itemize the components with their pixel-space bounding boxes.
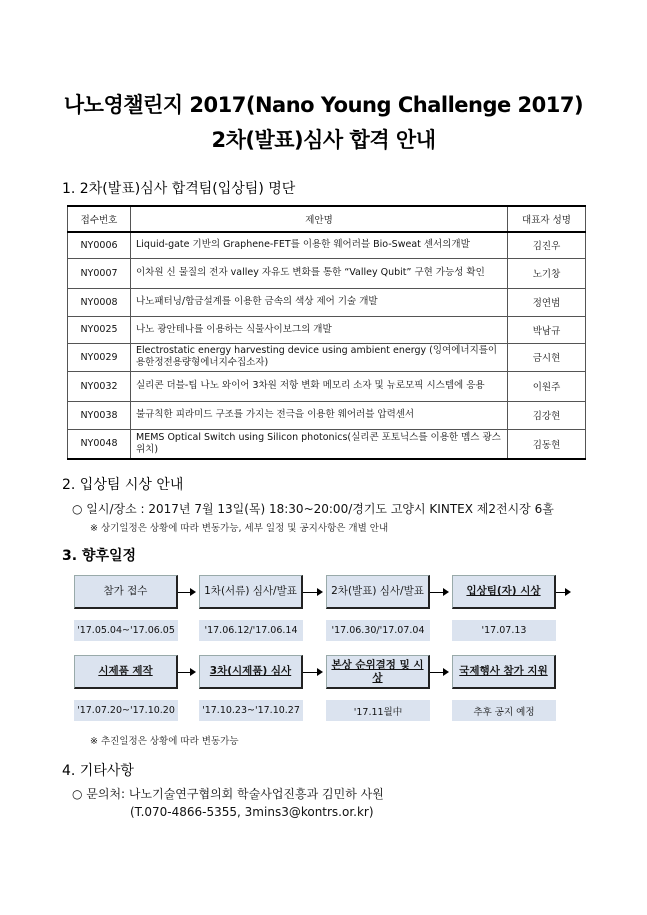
schedule-step-prototype: 시제품 제작 bbox=[74, 655, 178, 689]
schedule-date-registration: '17.05.04~'17.06.05 bbox=[74, 620, 178, 641]
table-header-row bbox=[68, 206, 586, 232]
table-row bbox=[68, 258, 586, 288]
entry-number: NY0032 bbox=[68, 371, 131, 401]
award-schedule-info: ○ 일시/장소 : 2017년 7월 13일(목) 18:30~20:00/경기도 고양시 KINTEX 제2전시장 6홀 bbox=[72, 502, 554, 516]
proposal-title: 실리콘 더블-팁 나노 와이어 3차원 저항 변화 메모리 소자 및 뉴로모픽 시스템에 응용 bbox=[131, 371, 508, 401]
table-row bbox=[68, 401, 586, 429]
header-entry-number: 접수번호 bbox=[68, 206, 131, 232]
schedule-step-award: 입상팀(자) 시상 bbox=[452, 575, 556, 609]
representative-name: 금시현 bbox=[508, 343, 586, 371]
page-subtitle: 2차(발표)심사 합격 안내 bbox=[211, 128, 436, 152]
section-heading-award: 2. 입상팀 시상 안내 bbox=[62, 477, 184, 493]
flow-arrow-icon bbox=[443, 588, 449, 596]
table-row bbox=[68, 371, 586, 401]
schedule-step-second-review: 2차(발표) 심사/발표 bbox=[326, 575, 430, 609]
winners-table bbox=[67, 205, 586, 460]
contact-info: ○ 문의처: 나노기술연구협의회 학술사업진흥과 김민하 사원 bbox=[72, 787, 384, 801]
representative-name: 노기창 bbox=[508, 258, 586, 288]
representative-name: 김진우 bbox=[508, 232, 586, 258]
table-row bbox=[68, 343, 586, 371]
entry-number: NY0006 bbox=[68, 232, 131, 258]
proposal-title: 나노 광안테나를 이용하는 식물사이보그의 개발 bbox=[131, 316, 508, 343]
schedule-date-third-review: '17.10.23~'17.10.27 bbox=[199, 700, 303, 721]
section-heading-winners: 1. 2차(발표)심사 합격팀(입상팀) 명단 bbox=[62, 181, 296, 197]
award-note: ※ 상기일정은 상황에 따라 변동가능, 세부 일정 및 공지사항은 개별 안내 bbox=[90, 523, 389, 534]
proposal-title: 불규칙한 피라미드 구조를 가지는 전극을 이용한 웨어러블 압력센서 bbox=[131, 401, 508, 429]
schedule-step-first-review: 1차(서류) 심사/발표 bbox=[199, 575, 303, 609]
entry-number: NY0048 bbox=[68, 429, 131, 459]
schedule-date-prototype: '17.07.20~'17.10.20 bbox=[74, 700, 178, 721]
header-proposal-title: 제안명 bbox=[131, 206, 508, 232]
section-heading-misc: 4. 기타사항 bbox=[62, 763, 134, 779]
section-heading-schedule: 3. 향후일정 bbox=[62, 548, 137, 564]
table-row bbox=[68, 288, 586, 316]
entry-number: NY0038 bbox=[68, 401, 131, 429]
flow-arrow-icon bbox=[565, 588, 571, 596]
entry-number: NY0008 bbox=[68, 288, 131, 316]
schedule-step-final-ranking: 본상 순위결정 및 시상 bbox=[326, 655, 430, 689]
schedule-step-international-event: 국제행사 참가 지원 bbox=[452, 655, 556, 689]
schedule-date-first-review: '17.06.12/'17.06.14 bbox=[199, 620, 303, 641]
representative-name: 이원주 bbox=[508, 371, 586, 401]
representative-name: 박남규 bbox=[508, 316, 586, 343]
table-row bbox=[68, 232, 586, 258]
flow-arrow-icon bbox=[190, 588, 196, 596]
entry-number: NY0007 bbox=[68, 258, 131, 288]
proposal-title: Electrostatic energy harvesting device using ambient energy (잉여에너지를이용한정전용량형에너지수집소자) bbox=[131, 343, 508, 371]
flow-arrow-icon bbox=[443, 668, 449, 676]
schedule-step-third-review: 3차(시제품) 심사 bbox=[199, 655, 303, 689]
table-row bbox=[68, 429, 586, 459]
schedule-date-second-review: '17.06.30/'17.07.04 bbox=[326, 620, 430, 641]
flow-arrow-icon bbox=[317, 588, 323, 596]
flow-arrow-icon bbox=[317, 668, 323, 676]
representative-name: 김동현 bbox=[508, 429, 586, 459]
entry-number: NY0025 bbox=[68, 316, 131, 343]
contact-details: (T.070-4866-5355, 3mins3@kontrs.or.kr) bbox=[130, 805, 374, 819]
table-row bbox=[68, 316, 586, 343]
schedule-step-registration: 참가 접수 bbox=[74, 575, 178, 609]
proposal-title: Liquid-gate 기반의 Graphene-FET를 이용한 웨어러블 Bio-Sweat 센서의개발 bbox=[131, 232, 508, 258]
schedule-date-award: '17.07.13 bbox=[452, 620, 556, 641]
proposal-title: 이차원 신 물질의 전자 valley 자유도 변화를 통한 “Valley Qubit” 구현 가능성 확인 bbox=[131, 258, 508, 288]
schedule-date-international-event: 추후 공지 예정 bbox=[452, 700, 556, 721]
flow-arrow-icon bbox=[190, 668, 196, 676]
schedule-date-final-ranking: '17.11월中 bbox=[326, 700, 430, 721]
schedule-note: ※ 추진일정은 상황에 따라 변동가능 bbox=[90, 736, 239, 747]
proposal-title: 나노패터닝/합금설계를 이용한 금속의 색상 제어 기술 개발 bbox=[131, 288, 508, 316]
representative-name: 정연범 bbox=[508, 288, 586, 316]
proposal-title: MEMS Optical Switch using Silicon photonics(실리콘 포토닉스를 이용한 멤스 광스위치) bbox=[131, 429, 508, 459]
header-representative: 대표자 성명 bbox=[508, 206, 586, 232]
page-title: 나노영챌린지 2017(Nano Young Challenge 2017) bbox=[63, 93, 584, 117]
entry-number: NY0029 bbox=[68, 343, 131, 371]
representative-name: 김강현 bbox=[508, 401, 586, 429]
